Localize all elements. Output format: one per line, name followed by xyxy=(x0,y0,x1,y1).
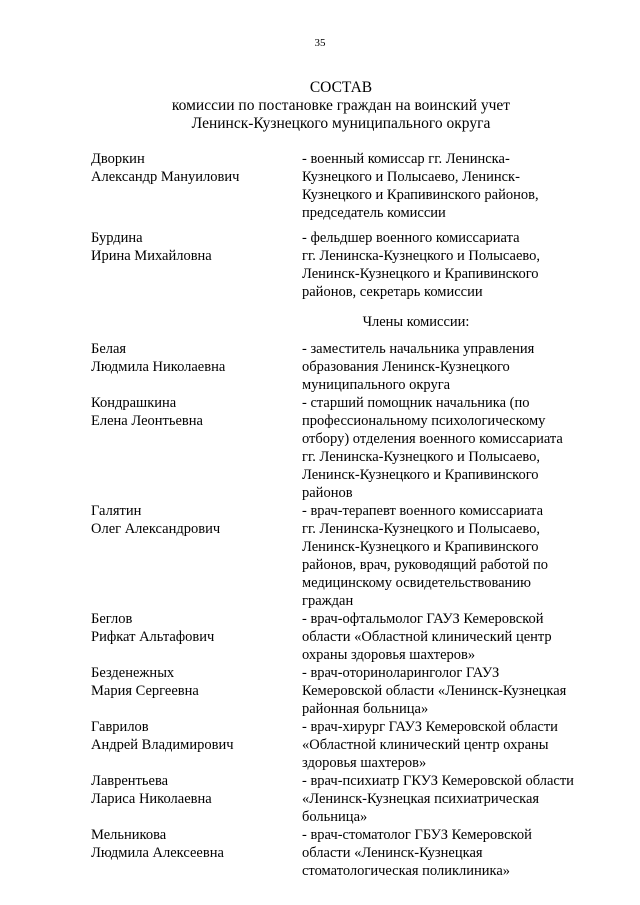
role-line: районная больница» xyxy=(302,701,429,717)
role-line: Ленинск-Кузнецкого и Крапивинского xyxy=(302,467,539,483)
person-surname: Беглов xyxy=(91,611,133,627)
role-line: профессиональному психологическому xyxy=(302,413,546,429)
role-line: - врач-хирург ГАУЗ Кемеровской области xyxy=(302,719,558,735)
person-given-names: Елена Леонтьевна xyxy=(91,413,203,429)
person-name xyxy=(91,394,302,502)
role-line: Ленинск-Кузнецкого и Крапивинского xyxy=(302,539,539,555)
role-line: Кузнецкого и Крапивинского районов, xyxy=(302,187,539,203)
role-line: районов, врач, руководящий работой по xyxy=(302,557,549,573)
person-name xyxy=(91,826,302,880)
person-entry xyxy=(91,664,611,718)
person-entry xyxy=(91,340,611,394)
person-role xyxy=(302,664,602,718)
role-line: области «Ленинск-Кузнецкая xyxy=(302,845,483,861)
members-list xyxy=(91,340,611,880)
person-given-names: Олег Александрович xyxy=(91,521,221,537)
leadership-list xyxy=(91,150,611,301)
role-line: - фельдшер военного комиссариата xyxy=(302,230,520,246)
role-line: граждан xyxy=(302,593,354,609)
role-line: районов, секретарь комиссии xyxy=(302,284,483,300)
role-line: муниципального округа xyxy=(302,377,451,393)
role-line: - врач-оториноларинголог ГАУЗ xyxy=(302,665,500,681)
role-line: «Областной клинический центр охраны xyxy=(302,737,549,753)
person-given-names: Андрей Владимирович xyxy=(91,737,234,753)
person-role xyxy=(302,340,602,394)
commission-list xyxy=(91,150,611,880)
person-given-names: Мария Сергеевна xyxy=(91,683,199,699)
role-line: здоровья шахтеров» xyxy=(302,755,427,771)
person-role xyxy=(302,394,602,502)
person-given-names: Лариса Николаевна xyxy=(91,791,212,807)
role-line: - врач-офтальмолог ГАУЗ Кемеровской xyxy=(302,611,544,627)
person-surname: Дворкин xyxy=(91,151,145,167)
person-role xyxy=(302,610,602,664)
person-entry xyxy=(91,150,611,222)
person-entry xyxy=(91,394,611,502)
role-line: - врач-стоматолог ГБУЗ Кемеровской xyxy=(302,827,532,843)
role-line: Ленинск-Кузнецкого и Крапивинского xyxy=(302,266,539,282)
person-name xyxy=(91,340,302,394)
role-line: - врач-терапевт военного комиссариата xyxy=(302,503,543,519)
role-line: Кемеровской области «Ленинск-Кузнецкая xyxy=(302,683,567,699)
person-name xyxy=(91,229,302,301)
page-number: 35 xyxy=(314,37,326,49)
person-entry xyxy=(91,772,611,826)
person-entry xyxy=(91,826,611,880)
heading-subtitle-line-1: комиссии по постановке граждан на воинский учет xyxy=(171,97,511,114)
document-heading xyxy=(0,79,640,133)
role-line: «Ленинск-Кузнецкая психиатрическая xyxy=(302,791,540,807)
person-name xyxy=(91,772,302,826)
person-entry xyxy=(91,502,611,610)
role-line: - врач-психиатр ГКУЗ Кемеровской области xyxy=(302,773,574,789)
heading-subtitle-line-2: Ленинск-Кузнецкого муниципального округа xyxy=(191,115,491,132)
person-surname: Безденежных xyxy=(91,665,175,681)
person-entry xyxy=(91,610,611,664)
person-role xyxy=(302,718,602,772)
person-name xyxy=(91,664,302,718)
role-line: отбору) отделения военного комиссариата xyxy=(302,431,563,447)
role-line: образования Ленинск-Кузнецкого xyxy=(302,359,510,375)
role-line: районов xyxy=(302,485,353,501)
person-given-names: Ирина Михайловна xyxy=(91,248,212,264)
person-surname: Белая xyxy=(91,341,127,357)
role-line: охраны здоровья шахтеров» xyxy=(302,647,476,663)
person-role xyxy=(302,826,602,880)
role-line: гг. Ленинска-Кузнецкого и Полысаево, xyxy=(302,248,541,264)
person-role xyxy=(302,150,602,222)
person-role xyxy=(302,772,602,826)
role-line: - старший помощник начальника (по xyxy=(302,395,530,411)
role-line: Кузнецкого и Полысаево, Ленинск- xyxy=(302,169,520,185)
person-surname: Лаврентьева xyxy=(91,773,169,789)
members-heading: Члены комиссии: xyxy=(362,314,470,330)
person-surname: Галятин xyxy=(91,503,142,519)
person-given-names: Александр Мануилович xyxy=(91,169,240,185)
role-line: больница» xyxy=(302,809,368,825)
role-line: - военный комиссар гг. Ленинска- xyxy=(302,151,510,167)
role-line: гг. Ленинска-Кузнецкого и Полысаево, xyxy=(302,521,541,537)
person-given-names: Людмила Алексеевна xyxy=(91,845,224,861)
person-entry xyxy=(91,229,611,301)
role-line: области «Областной клинический центр xyxy=(302,629,552,645)
person-surname: Бурдина xyxy=(91,230,143,246)
person-surname: Гаврилов xyxy=(91,719,149,735)
person-role xyxy=(302,502,602,610)
heading-title: СОСТАВ xyxy=(309,79,373,96)
person-surname: Мельникова xyxy=(91,827,167,843)
role-line: председатель комиссии xyxy=(302,205,446,221)
role-line: медицинскому освидетельствованию xyxy=(302,575,531,591)
role-line: гг. Ленинска-Кузнецкого и Полысаево, xyxy=(302,449,541,465)
person-name xyxy=(91,718,302,772)
person-name xyxy=(91,502,302,610)
person-entry xyxy=(91,718,611,772)
role-line: - заместитель начальника управления xyxy=(302,341,535,357)
person-surname: Кондрашкина xyxy=(91,395,177,411)
role-line: стоматологическая поликлиника» xyxy=(302,863,511,879)
person-role xyxy=(302,229,602,301)
person-given-names: Рифкат Альтафович xyxy=(91,629,215,645)
person-name xyxy=(91,610,302,664)
person-given-names: Людмила Николаевна xyxy=(91,359,226,375)
person-name xyxy=(91,150,302,222)
